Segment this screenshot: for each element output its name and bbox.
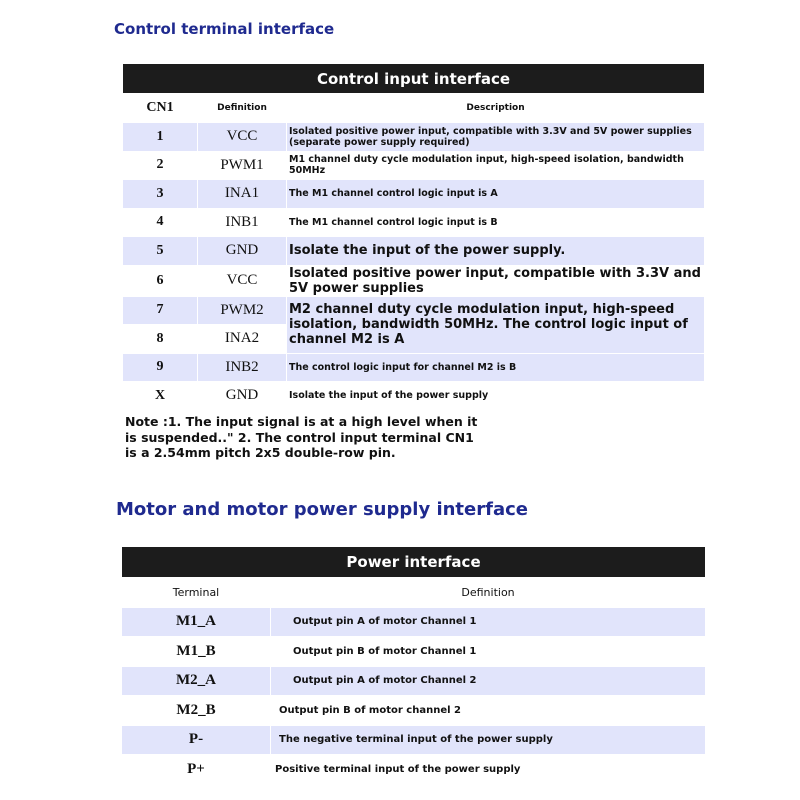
table-row xyxy=(123,265,705,296)
definition-cell: VCC xyxy=(198,123,287,152)
terminal-cell: M2_A xyxy=(122,666,271,696)
table-row xyxy=(122,637,706,667)
definition-cell: GND xyxy=(198,237,287,266)
power-table-title: Power interface xyxy=(122,547,706,578)
definition-cell: VCC xyxy=(198,265,287,296)
pin-cell: 3 xyxy=(123,180,198,209)
definition-cell: Output pin B of motor Channel 1 xyxy=(271,637,706,667)
table-row xyxy=(122,696,706,726)
description-cell: The M1 channel control logic input is A xyxy=(287,180,705,209)
control-section-heading: Control terminal interface xyxy=(114,20,335,38)
header-definition: Definition xyxy=(198,94,287,123)
terminal-cell: P+ xyxy=(122,755,271,785)
table-row xyxy=(122,607,706,637)
definition-cell: PWM2 xyxy=(198,296,287,325)
control-input-table xyxy=(122,63,705,411)
pin-cell: 8 xyxy=(123,325,198,354)
definition-cell: INA1 xyxy=(198,180,287,209)
table-row xyxy=(123,180,705,209)
definition-cell: GND xyxy=(198,382,287,411)
pin-cell: 4 xyxy=(123,208,198,237)
definition-cell: Output pin A of motor Channel 1 xyxy=(271,607,706,637)
power-interface-table xyxy=(121,546,706,785)
description-cell: The control logic input for channel M2 is B xyxy=(287,353,705,382)
table-row xyxy=(123,296,705,325)
table-header-row xyxy=(122,578,706,608)
terminal-cell: P- xyxy=(122,725,271,755)
definition-cell: Output pin A of motor Channel 2 xyxy=(271,666,706,696)
definition-cell: Positive terminal input of the power supply xyxy=(271,755,706,785)
pin-cell: 9 xyxy=(123,353,198,382)
terminal-cell: M2_B xyxy=(122,696,271,726)
table-row xyxy=(123,353,705,382)
header-description: Description xyxy=(287,94,705,123)
definition-cell: INA2 xyxy=(198,325,287,354)
pin-cell: 5 xyxy=(123,237,198,266)
terminal-cell: M1_A xyxy=(122,607,271,637)
table-row xyxy=(122,755,706,785)
table-header-row xyxy=(123,94,705,123)
control-note: Note :1. The input signal is at a high level when it is suspended.." 2. The control input terminal CN1 is a 2.54mm pitch 2x5 double-row pin. xyxy=(125,414,478,460)
header-definition: Definition xyxy=(271,578,706,608)
description-cell: M1 channel duty cycle modulation input, high-speed isolation, bandwidth 50MHz xyxy=(287,151,705,180)
description-cell: Isolate the input of the power supply. xyxy=(287,237,705,266)
header-cn1: CN1 xyxy=(123,94,198,123)
table-row xyxy=(123,208,705,237)
definition-cell: Output pin B of motor channel 2 xyxy=(271,696,706,726)
description-cell: Isolate the input of the power supply xyxy=(287,382,705,411)
table-row xyxy=(122,666,706,696)
pin-cell: 1 xyxy=(123,123,198,152)
description-cell: M2 channel duty cycle modulation input, high-speed isolation, bandwidth 50MHz. The control logic input of channel M2 is A xyxy=(287,296,705,353)
pin-cell: 6 xyxy=(123,265,198,296)
terminal-cell: M1_B xyxy=(122,637,271,667)
table-row xyxy=(123,151,705,180)
description-cell: Isolated positive power input, compatible with 3.3V and 5V power supplies (separate power supply required) xyxy=(287,123,705,152)
power-section-heading: Motor and motor power supply interface xyxy=(116,499,528,520)
table-row xyxy=(122,725,706,755)
definition-cell: INB1 xyxy=(198,208,287,237)
table-row xyxy=(123,237,705,266)
pin-cell: 2 xyxy=(123,151,198,180)
table-row xyxy=(123,382,705,411)
table-row xyxy=(123,123,705,152)
header-terminal: Terminal xyxy=(122,578,271,608)
description-cell: The M1 channel control logic input is B xyxy=(287,208,705,237)
pin-cell: 7 xyxy=(123,296,198,325)
description-cell: Isolated positive power input, compatible with 3.3V and 5V power supplies xyxy=(287,265,705,296)
definition-cell: PWM1 xyxy=(198,151,287,180)
pin-cell: X xyxy=(123,382,198,411)
control-table-title: Control input interface xyxy=(123,64,705,94)
definition-cell: The negative terminal input of the power supply xyxy=(271,725,706,755)
definition-cell: INB2 xyxy=(198,353,287,382)
